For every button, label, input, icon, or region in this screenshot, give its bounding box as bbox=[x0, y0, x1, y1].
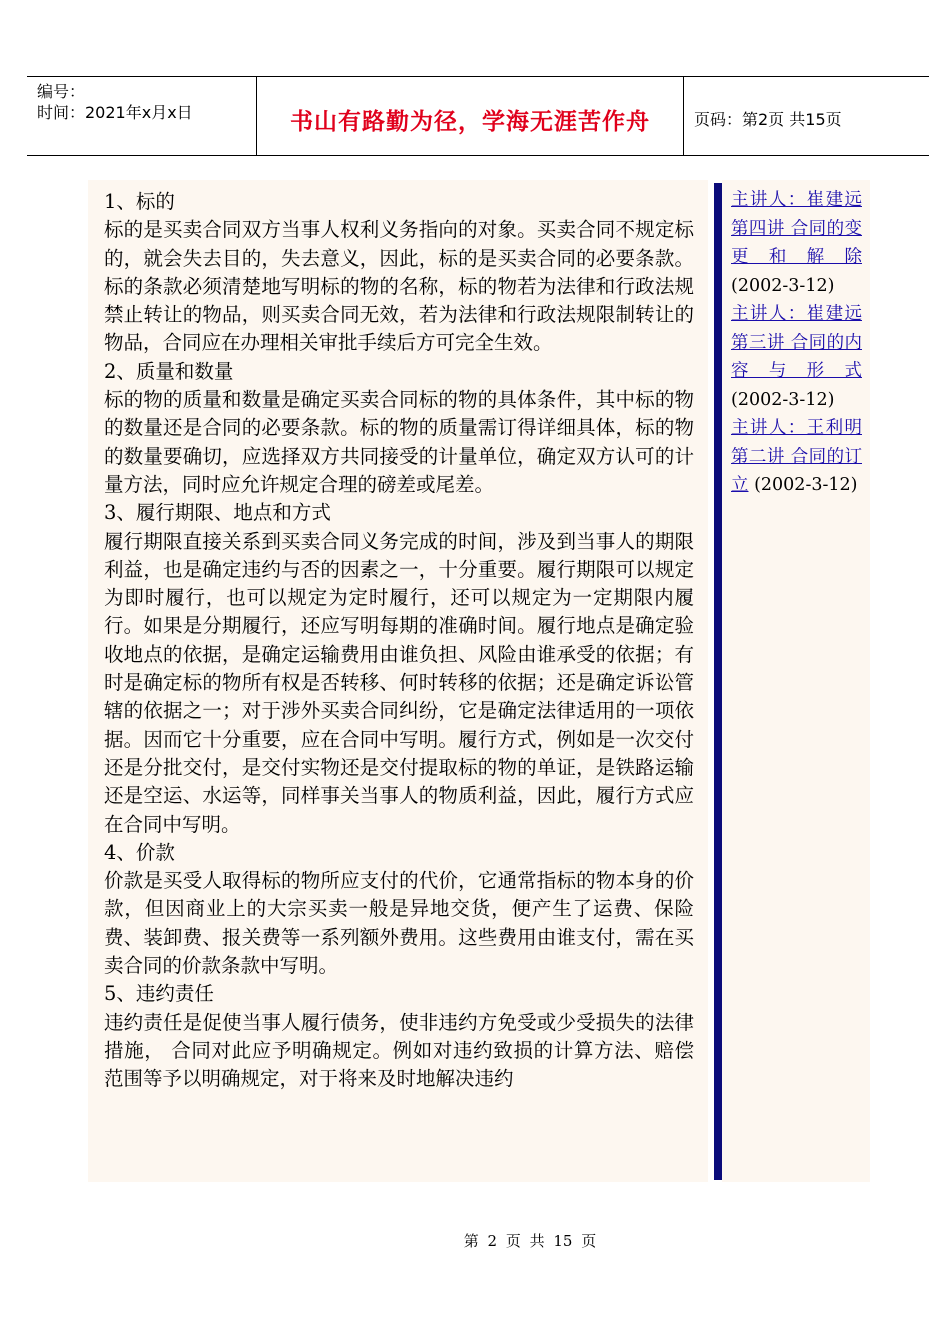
paragraph-performance: 履行期限直接关系到买卖合同义务完成的时间，涉及到当事人的期限利益，也是确定违约与否的因素之一，十分重要。履行期限可以规定为即时履行，也可以规定为定时履行，还可以规定为一定期限内履行。如果是分期履行，还应写明每期的准确时间。履行地点是确定验收地点的依据，是确定运输费用由谁负担、风险由谁承受的依据；有时是确定标的物所有权是否转移、何时转移的依据；还是确定诉讼管辖的依据之一；对于涉外买卖合同纠纷，它是确定法律适用的一项依据。因而它十分重要，应在合同中写明。履行方式，例如是一次交付还是分批交付，是交付实物还是交付提取标的物的单证，是铁路运输还是空运、水运等，同样事关当事人的物质利益，因此，履行方式应在合同中写明。 bbox=[104, 529, 694, 836]
paragraph-subject: 标的是买卖合同双方当事人权利义务指向的对象。买卖合同不规定标的，就会失去目的，失去意义，因此，标的是买卖合同的必要条款。标的条款必须清楚地写明标的物的名称，标的物若为法律和行政法规禁止转让的物品，则买卖合同无效，若为法律和行政法规限制转让的物品，合同应在办理相关审批手续后方可完全生效。 bbox=[104, 218, 694, 355]
section-heading-liability: 5、违约责任 bbox=[104, 982, 214, 1006]
article-body bbox=[88, 180, 708, 1182]
serial-label: 编号： bbox=[37, 82, 86, 101]
header-meta bbox=[27, 77, 257, 155]
section-heading-subject: 1、标的 bbox=[104, 190, 175, 213]
column-divider bbox=[714, 183, 722, 1180]
lecture-date: (2002-3-12) bbox=[754, 475, 858, 495]
time-label: 时间：2021年x月x日 bbox=[37, 103, 193, 122]
page-header bbox=[27, 76, 929, 156]
page-footer: 第 2 页 共 15 页 bbox=[463, 1232, 597, 1250]
related-lectures-sidebar bbox=[722, 180, 870, 1182]
sidebar-entry bbox=[731, 300, 862, 414]
lecture-link-4[interactable]: 主讲人：崔建远 第四讲 合同的变更和解除 bbox=[731, 190, 862, 267]
paragraph-quality-quantity: 标的物的质量和数量是确定买卖合同标的物的具体条件，其中标的物的数量还是合同的必要条款。标的物的质量需订得详细具体，标的物的数量要确切，应选择双方共同接受的计量单位，确定双方认可的计量方法，同时应允许规定合理的磅差或尾差。 bbox=[104, 388, 694, 496]
section-heading-quality-quantity: 2、质量和数量 bbox=[104, 359, 234, 383]
header-motto: 书山有路勤为径，学海无涯苦作舟 bbox=[257, 77, 684, 155]
lecture-link-3[interactable]: 主讲人：崔建远 第三讲 合同的内容与形式 bbox=[731, 304, 862, 381]
section-heading-performance: 3、履行期限、地点和方式 bbox=[104, 501, 331, 525]
section-heading-price: 4、价款 bbox=[104, 840, 175, 864]
paragraph-liability: 违约责任是促使当事人履行债务，使非违约方免受或少受损失的法律措施， 合同对此应予明确规定。例如对违约致损的计算方法、赔偿范围等予以明确规定，对于将来及时地解决违约 bbox=[104, 1010, 694, 1091]
lecture-link-2[interactable]: 主讲人：王利明 第二讲 合同的订立 bbox=[731, 418, 862, 495]
sidebar-entry bbox=[731, 186, 862, 300]
header-page-info: 页码：第2页 共15页 bbox=[694, 109, 842, 129]
lecture-date: (2002-3-12) bbox=[731, 389, 835, 410]
sidebar-entry bbox=[731, 414, 862, 500]
lecture-date: (2002-3-12) bbox=[731, 275, 835, 296]
paragraph-price: 价款是买受人取得标的物所应支付的代价，它通常指标的物本身的价款，但因商业上的大宗买卖一般是异地交货，便产生了运费、保险费、装卸费、报关费等一系列额外费用。这些费用由谁支付，需在买卖合同的价款条款中写明。 bbox=[104, 869, 694, 978]
